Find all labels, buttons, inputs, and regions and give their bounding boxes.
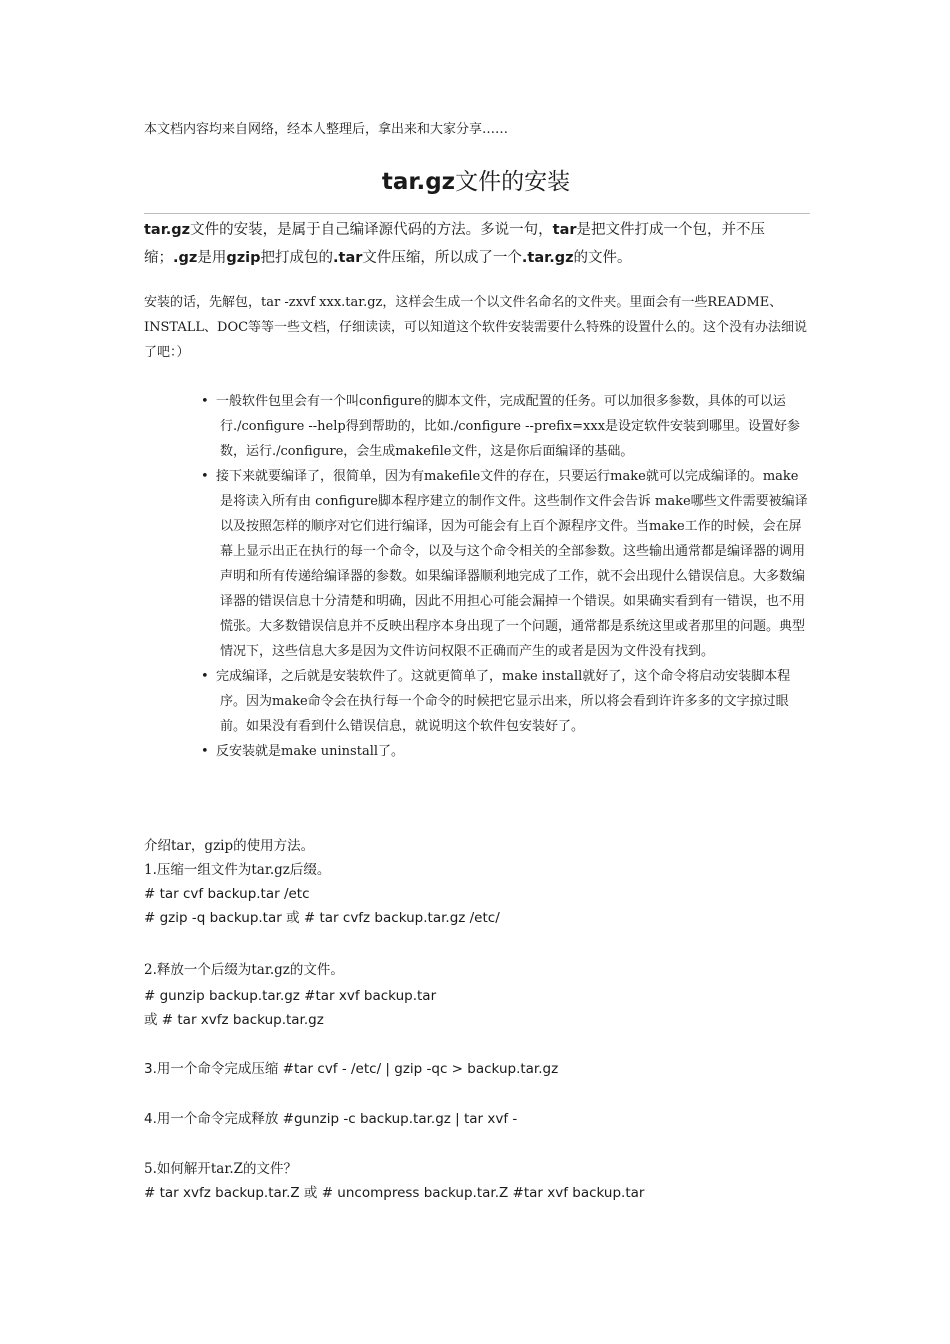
bold-term: tar.gz [144,222,191,238]
paragraph-text: 是用 [197,250,227,266]
command-line: # gzip -q backup.tar 或 # tar cvfz backup.tar.gz /etc/ [144,910,500,926]
paragraph-text: 文件的安装，是属于自己编译源代码的方法。多说一句， [190,222,553,238]
document-title [144,166,808,198]
usage-step-3 [144,1057,824,1081]
bullet-icon: • [201,394,209,409]
bold-term: .tar.gz [521,250,574,266]
bold-term: gzip [226,250,261,266]
command-line: 或 # tar xvfz backup.tar.gz [144,1012,324,1028]
install-steps-list [186,389,810,764]
bold-term: tar [552,222,577,238]
list-item-text: 完成编译，之后就是安装软件了。这就更简单了，make install就好了，这个命令将启动安装脚本程序。因为make命令会在执行每一个命令的时候把它显示出来，所以将会看到许许多多的文字掠过眼前。如果没有看到什么错误信息，就说明这个软件包安装好了。 [216,669,791,734]
step-1-label: 1.压缩一组文件为tar.gz后缀。 [144,862,331,878]
list-item-text: 反安装就是make uninstall了。 [216,744,405,759]
bold-term: .tar [333,250,363,266]
usage-section-5 [144,1157,824,1205]
paragraph-text: 把打成包的 [260,250,333,266]
title-bold-part: tar.gz [381,169,456,195]
usage-section-1 [144,834,824,930]
title-text-part: 文件的安装 [455,169,571,195]
list-item [186,664,810,739]
usage-section-2 [144,958,824,1032]
step-3-line: 3.用一个命令完成压缩 #tar cvf - /etc/ | gzip -qc > backup.tar.gz [144,1061,559,1077]
bold-term: .gz [173,250,198,266]
list-item [186,464,810,664]
bullet-icon: • [201,469,209,484]
list-item [186,389,810,464]
command-line: # tar cvf backup.tar /etc [144,886,310,902]
step-5-label: 5.如何解开tar.Z的文件？ [144,1161,297,1177]
title-divider [144,213,810,214]
paragraph-text: 的文件。 [573,250,632,266]
bullet-icon: • [201,744,209,759]
unpack-paragraph: 安装的话，先解包，tar -zxvf xxx.tar.gz，这样会生成一个以文件名命名的文件夹。里面会有一些README、INSTALL、DOC等等一些文档，仔细读读，可以知道这个软件安装需要什么特殊的设置什么的。这个没有办法细说了吧：） [144,295,808,360]
bullet-icon: • [201,669,209,684]
usage-heading: 介绍tar，gzip的使用方法。 [144,838,315,854]
list-item-text: 接下来就要编译了，很简单，因为有makefile文件的存在，只要运行make就可以完成编译的。make是将读入所有由 configure脚本程序建立的制作文件。这些制作文件会告诉 make哪些文件需要被编译以及按照怎样的顺序对它们进行编译，因为可能会有上百个源程序文件。当make工作的时候，会在屏幕上显示出正在执行的每一个命令，以及与这个命令相关的全部参数。这些输出通常都是编译器的调用声明和所有传递给编译器的参数。如果编译器顺利地完成了工作，就不会出现什么错误信息。大多数编译器的错误信息十分清楚和明确，因此不用担心可能会漏掉一个错误。如果确实看到有一错误，也不用慌张。大多数错误信息并不反映出程序本身出现了一个问题，通常都是系统这里或者那里的问题。典型情况下，这些信息大多是因为文件访问权限不正确而产生的或者是因为文件没有找到。 [216,469,808,659]
step-2-label: 2.释放一个后缀为tar.gz的文件。 [144,962,344,978]
list-item [186,739,810,764]
list-item-text: 一般软件包里会有一个叫configure的脚本文件，完成配置的任务。可以加很多参数，具体的可以运行./configure --help得到帮助的，比如./configure --prefix=xxx是设定软件安装到哪里。设置好参数，运行./configure，会生成makefile文件，这是你后面编译的基础。 [216,394,801,459]
usage-step-4 [144,1107,824,1131]
intro-note: 本文档内容均来自网络，经本人整理后，拿出来和大家分享…… [144,122,509,137]
step-4-line: 4.用一个命令完成释放 #gunzip -c backup.tar.gz | tar xvf - [144,1111,518,1127]
command-line: # tar xvfz backup.tar.Z 或 # uncompress backup.tar.Z #tar xvf backup.tar [144,1185,645,1201]
intro-paragraph [144,216,810,272]
paragraph-text: 文件压缩，所以成了一个 [362,250,522,266]
command-line: # gunzip backup.tar.gz #tar xvf backup.tar [144,988,437,1004]
paragraph-text: 是把文件打成一个包，并不压缩； [144,222,766,266]
